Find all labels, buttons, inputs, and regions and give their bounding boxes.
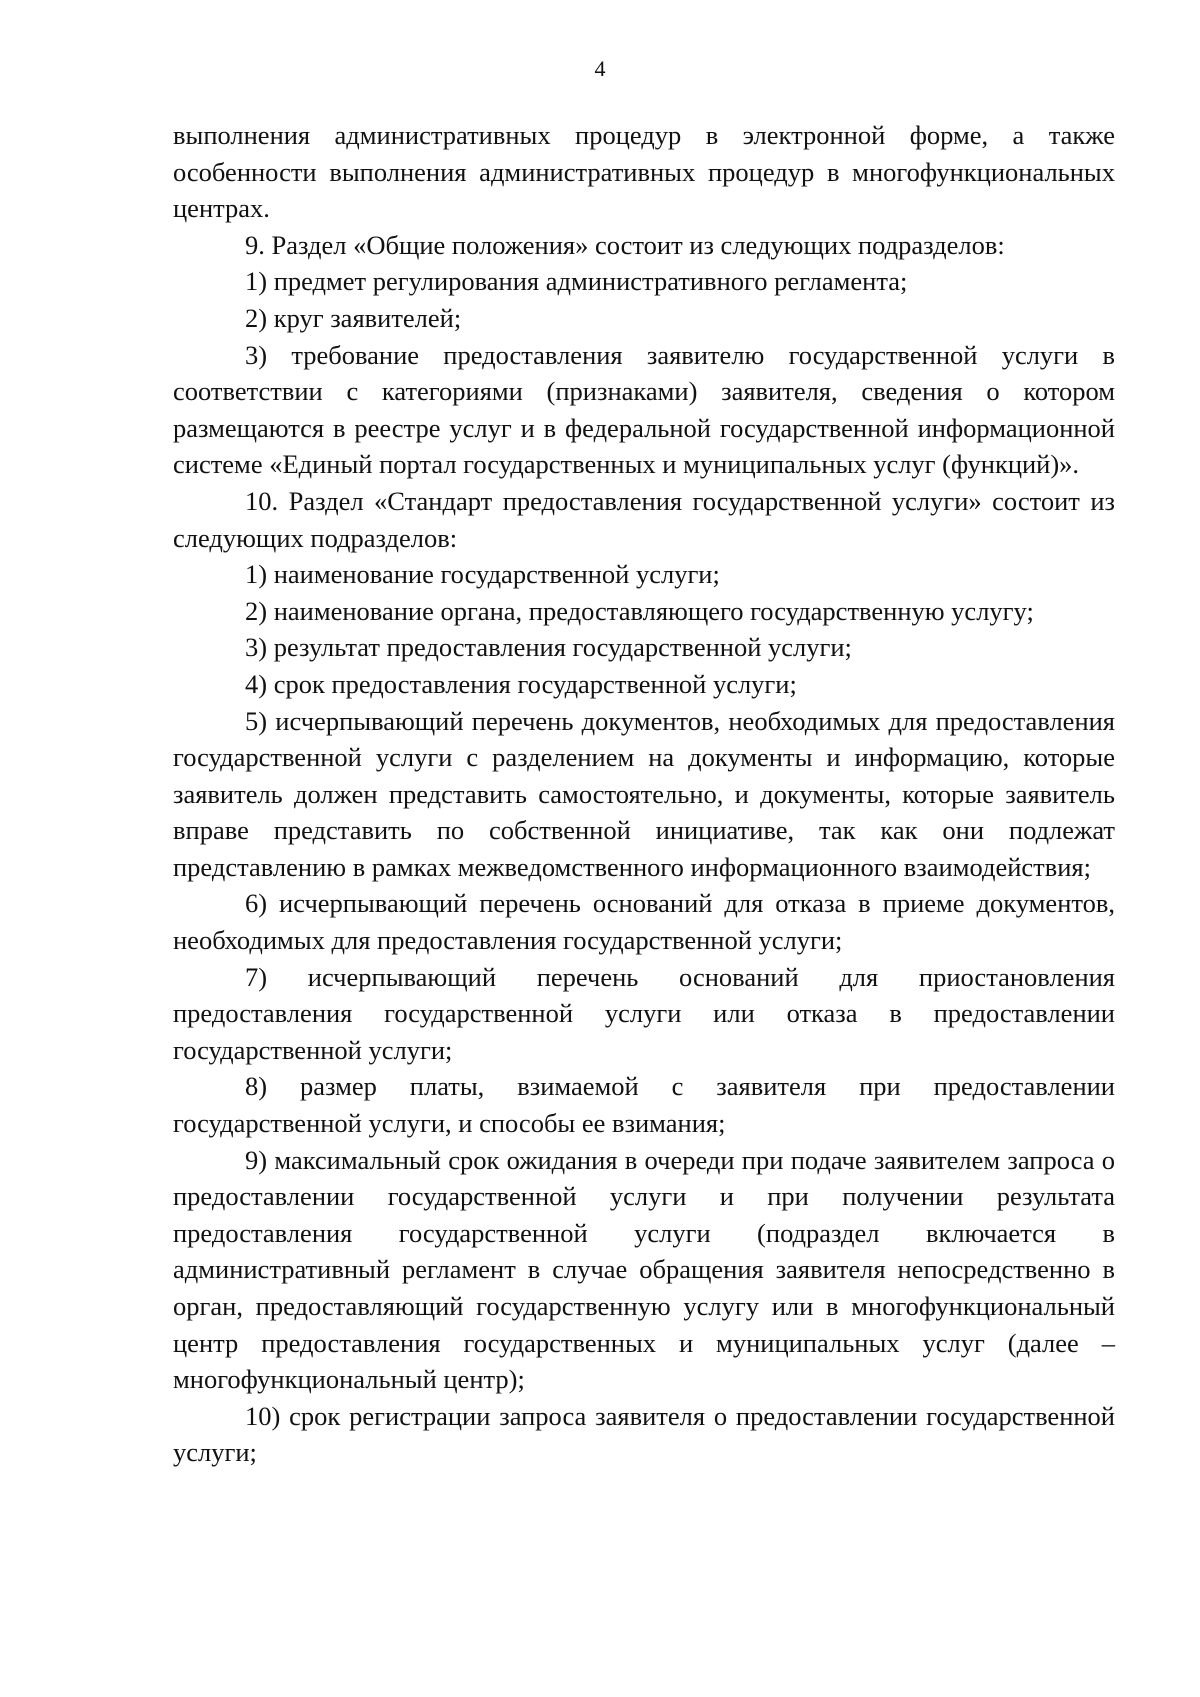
list-item: 2) наименование органа, предоставляющего государственную услугу; [245, 595, 1034, 626]
list-item: 7) исчерпывающий перечень оснований для приостановления предоставления государственной услуги или отказа в предоставлении государственной услуги; [173, 961, 1115, 1065]
list-item: 10) срок регистрации запроса заявителя о предоставлении государственной услуги; [173, 1400, 1115, 1468]
list-item: 2) круг заявителей; [245, 302, 462, 333]
paragraph-item-9: 9. Раздел «Общие положения» состоит из следующих подразделов: [245, 229, 1005, 260]
list-item: 1) наименование государственной услуги; [245, 559, 720, 590]
list-item: 6) исчерпывающий перечень оснований для отказа в приеме документов, необходимых для предоставления государственной услуги; [173, 888, 1115, 956]
list-item: 3) результат предоставления государственной услуги; [245, 632, 852, 663]
list-item: 1) предмет регулирования административного регламента; [245, 266, 908, 297]
list-item: 9) максимальный срок ожидания в очереди при подаче заявителем запроса о предоставлении государственной услуги и при получении результата предоставления государственной услуги (подраздел включается в административный регламент в случае обращения заявителя непосредственно в орган, предоставляющий государственную услугу или в многофункциональный центр предоставления государственных и муниципальных услуг (далее – многофункциональный центр); [173, 1144, 1115, 1395]
list-item: 4) срок предоставления государственной услуги; [245, 668, 797, 699]
paragraph-continuation: выполнения административных процедур в электронной форме, а также особенности выполнения административных процедур в многофункциональных центрах. [173, 120, 1115, 224]
document-body [173, 117, 1115, 1471]
list-item: 8) размер платы, взимаемой с заявителя при предоставлении государственной услуги, и способы ее взимания; [173, 1071, 1115, 1139]
list-item: 3) требование предоставления заявителю государственной услуги в соответствии с категориями (признаками) заявителя, сведения о котором размещаются в реестре услуг и в федеральной государственной информационной системе «Единый портал государственных и муниципальных услуг (функций)». [173, 339, 1115, 480]
page-number: 4 [594, 56, 606, 81]
paragraph-item-10: 10. Раздел «Стандарт предоставления государственной услуги» состоит из следующих подразделов: [173, 485, 1115, 553]
list-item: 5) исчерпывающий перечень документов, необходимых для предоставления государственной услуги с разделением на документы и информацию, которые заявитель должен представить самостоятельно, и документы, которые заявитель вправе представить по собственной инициативе, так как они подлежат представлению в рамках межведомственного информационного взаимодействия; [173, 705, 1115, 882]
